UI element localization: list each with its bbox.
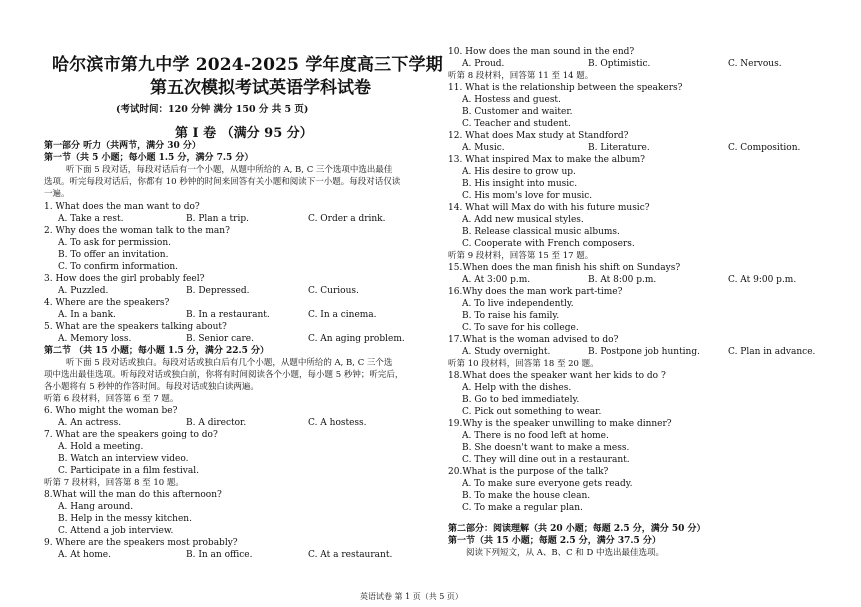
q5-option-c: C. An aging problem. — [308, 334, 405, 344]
q15-option-a: A. At 3:00 p.m. — [462, 275, 531, 285]
question-1: 1. What does the man want to do? — [44, 202, 200, 212]
q1-option-a: A. Take a rest. — [58, 214, 124, 224]
q17-option-a: A. Study overnight. — [462, 347, 551, 357]
question-5: 5. What are the speakers talking about? — [44, 322, 227, 332]
q4-option-c: C. In a cinema. — [308, 310, 377, 320]
q19-option-b: B. She doesn't want to make a mess. — [462, 443, 630, 453]
question-8: 8.What will the man do this afternoon? — [44, 490, 222, 500]
q18-option-c: C. Pick out something to wear. — [462, 407, 602, 417]
q8-option-a: A. Hang around. — [58, 502, 134, 512]
q9-option-b: B. In an office. — [186, 550, 253, 560]
question-2: 2. Why does the woman talk to the man? — [44, 226, 230, 236]
question-20: 20.What is the purpose of the talk? — [448, 467, 609, 477]
q8-option-c: C. Attend a job interview. — [58, 526, 174, 536]
q3-option-b: B. Depressed. — [186, 286, 250, 296]
question-17: 17.What is the woman advised to do? — [448, 335, 619, 345]
q2-option-c: C. To confirm information. — [58, 262, 179, 272]
part2-instr: 阅读下列短文，从 A、B、C 和 D 中选出最佳选项。 — [466, 548, 665, 558]
page-footer: 英语试卷 第 1 页（共 5 页） — [360, 592, 463, 601]
q8-option-b: B. Help in the messy kitchen. — [58, 514, 192, 524]
q10-option-a: A. Proud. — [462, 59, 505, 69]
q10-option-b: B. Optimistic. — [588, 59, 651, 69]
sec2-instr-2: 项中选出最佳选项。听每段对话或独白前，你将有时间阅读各个小题，每小题 5 秒钟；听完后， — [44, 370, 404, 380]
question-13: 13. What inspired Max to make the album? — [448, 155, 645, 165]
q5-option-b: B. Senior care. — [186, 334, 254, 344]
part2-sec1-heading: 第一节（共 15 小题；每题 2.5 分，满分 37.5 分） — [448, 536, 661, 546]
q19-option-a: A. There is no food left at home. — [462, 431, 609, 441]
question-9: 9. Where are the speakers most probably? — [44, 538, 238, 548]
volume-title: 第 I 卷 （满分 95 分） — [175, 126, 313, 141]
question-16: 16.Why does the man work part-time? — [448, 287, 623, 297]
q6-option-c: C. A hostess. — [308, 418, 367, 428]
q9-option-a: A. At home. — [58, 550, 111, 560]
material-10: 听第 10 段材料，回答第 18 至 20 题。 — [448, 359, 599, 369]
title-line2: 第五次模拟考试英语学科试卷 — [150, 78, 371, 98]
q20-option-b: B. To make the house clean. — [462, 491, 591, 501]
q7-option-a: A. Hold a meeting. — [58, 442, 144, 452]
q14-option-c: C. Cooperate with French composers. — [462, 239, 635, 249]
question-15: 15.When does the man finish his shift on Sundays? — [448, 263, 681, 273]
sec2-heading: 第二节 （共 15 小题；每小题 1.5 分，满分 22.5 分） — [44, 346, 270, 356]
q17-option-c: C. Plan in advance. — [728, 347, 816, 357]
q9-option-c: C. At a restaurant. — [308, 550, 393, 560]
part1-heading: 第一部分 听力（共两节，满分 30 分） — [44, 141, 201, 151]
question-4: 4. Where are the speakers? — [44, 298, 170, 308]
q6-option-b: B. A director. — [186, 418, 247, 428]
sec2-instr-3: 各小题将有 5 秒钟的作答时间。每段对话或独白读两遍。 — [44, 382, 259, 392]
q14-option-a: A. Add new musical styles. — [462, 215, 584, 225]
q2-option-b: B. To offer an invitation. — [58, 250, 169, 260]
q12-option-c: C. Composition. — [728, 143, 801, 153]
material-9: 听第 9 段材料，回答第 15 至 17 题。 — [448, 251, 594, 261]
q7-option-b: B. Watch an interview video. — [58, 454, 189, 464]
q15-option-b: B. At 8:00 p.m. — [588, 275, 657, 285]
q7-option-c: C. Participate in a film festival. — [58, 466, 199, 476]
material-8: 听第 8 段材料，回答第 11 至 14 题。 — [448, 71, 594, 81]
question-14: 14. What will Max do with his future music? — [448, 203, 650, 213]
question-18: 18.What does the speaker want her kids to do ? — [448, 371, 666, 381]
part2-heading: 第二部分：阅读理解（共 20 小题；每题 2.5 分，满分 50 分） — [448, 524, 706, 534]
q16-option-c: C. To save for his college. — [462, 323, 579, 333]
q1-option-c: C. Order a drink. — [308, 214, 386, 224]
sec2-instr-1: 听下面 5 段对话或独白。每段对话或独白后有几个小题，从题中所给的 A, B, C 三个选 — [66, 358, 393, 368]
q4-option-b: B. In a restaurant. — [186, 310, 270, 320]
q6-option-a: A. An actress. — [58, 418, 122, 428]
title-line1: 哈尔滨市第九中学 2024-2025 学年度高三下学期 — [52, 55, 443, 75]
q15-option-c: C. At 9:00 p.m. — [728, 275, 797, 285]
material-7: 听第 7 段材料，回答第 8 至 10 题。 — [44, 478, 184, 488]
q17-option-b: B. Postpone job hunting. — [588, 347, 700, 357]
q12-option-b: B. Literature. — [588, 143, 650, 153]
sec1-instr-2: 选项。听完每段对话后，你都有 10 秒钟的时间来回答有关小题和阅读下一小题。每段对话仅读 — [44, 177, 401, 187]
question-3: 3. How does the girl probably feel? — [44, 274, 205, 284]
q10-option-c: C. Nervous. — [728, 59, 782, 69]
q11-option-b: B. Customer and waiter. — [462, 107, 573, 117]
q16-option-a: A. To live independently. — [462, 299, 574, 309]
question-11: 11. What is the relationship between the speakers? — [448, 83, 683, 93]
q19-option-c: C. They will dine out in a restaurant. — [462, 455, 630, 465]
q13-option-b: B. His insight into music. — [462, 179, 578, 189]
q3-option-a: A. Puzzled. — [58, 286, 109, 296]
question-6: 6. Who might the woman be? — [44, 406, 178, 416]
exam-info: (考试时间：120 分钟 满分 150 分 共 5 页) — [116, 104, 309, 115]
question-7: 7. What are the speakers going to do? — [44, 430, 218, 440]
q13-option-c: C. His mom's love for music. — [462, 191, 593, 201]
q20-option-c: C. To make a regular plan. — [462, 503, 583, 513]
q11-option-c: C. Teacher and student. — [462, 119, 571, 129]
q3-option-c: C. Curious. — [308, 286, 359, 296]
q5-option-a: A. Memory loss. — [58, 334, 132, 344]
q18-option-b: B. Go to bed immediately. — [462, 395, 580, 405]
q4-option-a: A. In a bank. — [58, 310, 116, 320]
question-19: 19.Why is the speaker unwilling to make dinner? — [448, 419, 672, 429]
q13-option-a: A. His desire to grow up. — [462, 167, 576, 177]
q18-option-a: A. Help with the dishes. — [462, 383, 572, 393]
sec1-heading: 第一节（共 5 小题；每小题 1.5 分，满分 7.5 分） — [44, 153, 254, 163]
sec1-instr-3: 一遍。 — [44, 189, 70, 199]
question-10: 10. How does the man sound in the end? — [448, 47, 635, 57]
q20-option-a: A. To make sure everyone gets ready. — [462, 479, 633, 489]
q11-option-a: A. Hostess and guest. — [462, 95, 561, 105]
material-6: 听第 6 段材料，回答第 6 至 7 题。 — [44, 394, 179, 404]
q2-option-a: A. To ask for permission. — [58, 238, 172, 248]
sec1-instr-1: 听下面 5 段对话，每段对话后有一个小题，从题中所给的 A, B, C 三个选项中选出最佳 — [66, 165, 393, 175]
question-12: 12. What does Max study at Standford? — [448, 131, 629, 141]
q1-option-b: B. Plan a trip. — [186, 214, 249, 224]
q14-option-b: B. Release classical music albums. — [462, 227, 620, 237]
q16-option-b: B. To raise his family. — [462, 311, 560, 321]
q12-option-a: A. Music. — [462, 143, 505, 153]
